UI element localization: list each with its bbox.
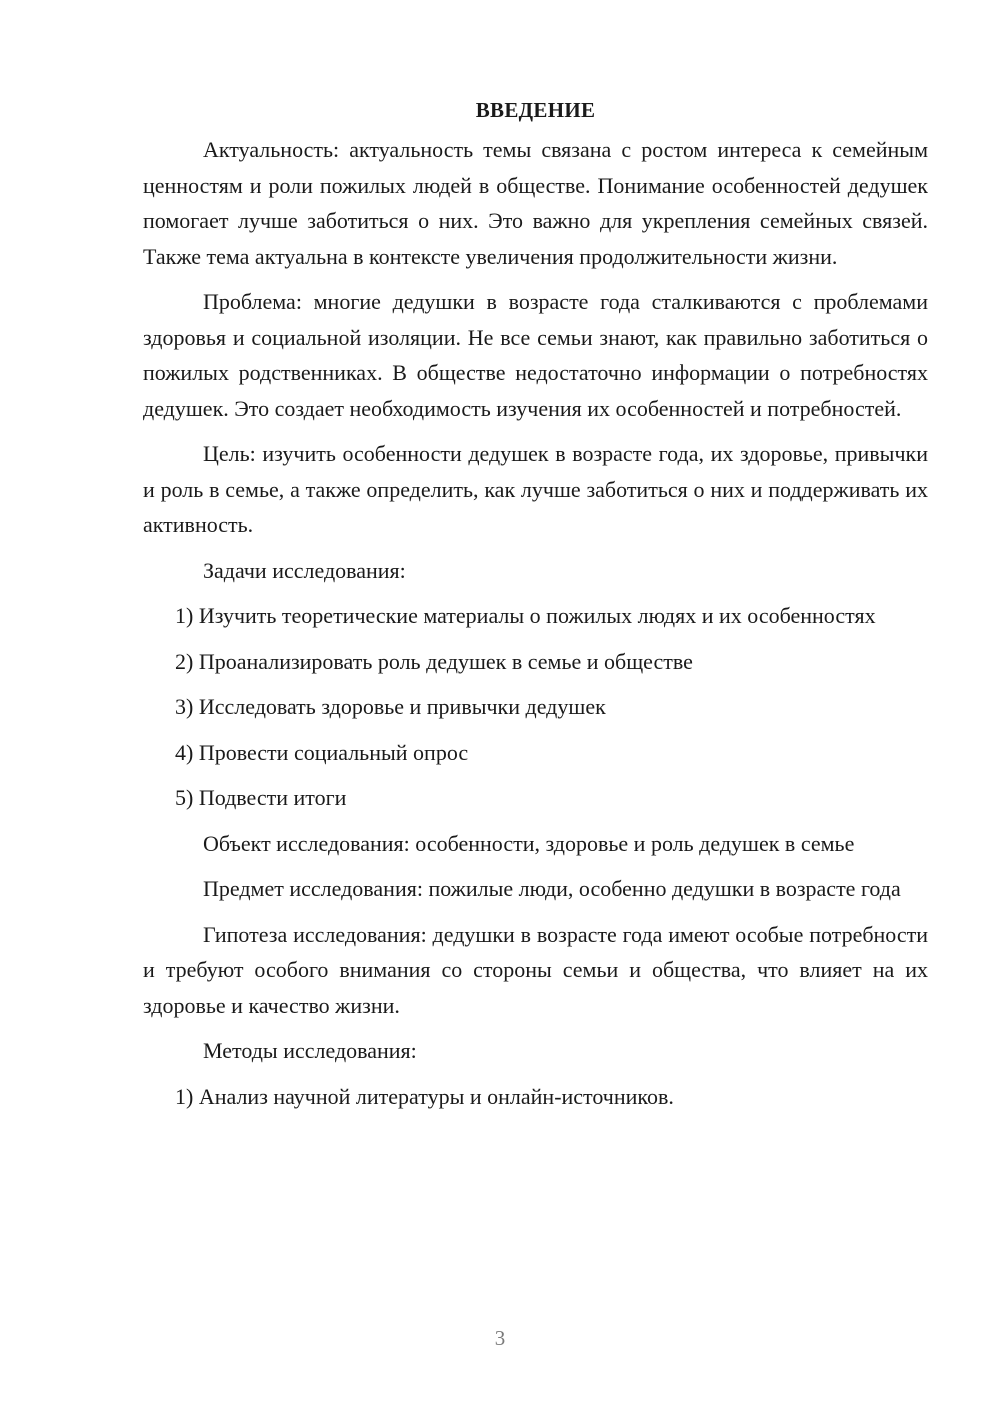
- object-paragraph: Объект исследования: особенности, здоровье и роль дедушек в семье: [203, 830, 855, 856]
- method-item-1: 1) Анализ научной литературы и онлайн-источников.: [175, 1083, 674, 1109]
- page-number: 3: [494, 1326, 506, 1350]
- hypothesis-paragraph: Гипотеза исследования: дедушки в возрасте года имеют особые потребности и требуют особого внимания со стороны семьи и общества, что влияет на их здоровье и качество жизни.: [143, 921, 928, 1018]
- task-item-2: 2) Проанализировать роль дедушек в семье и обществе: [175, 648, 693, 674]
- relevance-paragraph: Актуальность: актуальность темы связана с ростом интереса к семейным ценностям и роли пожилых людей в обществе. Понимание особенностей дедушек помогает лучше заботиться о них. Это важно для укрепления семейных связей. Также тема актуальна в контексте увеличения продолжительности жизни.: [143, 137, 928, 269]
- document-page: [143, 92, 928, 1114]
- task-item-4: 4) Провести социальный опрос: [175, 739, 469, 765]
- goal-paragraph: Цель: изучить особенности дедушек в возрасте года, их здоровье, привычки и роль в семье, а также определить, как лучше заботиться о них и поддерживать их активность.: [143, 441, 928, 537]
- task-item-1: 1) Изучить теоретические материалы о пожилых людях и их особенностях: [175, 603, 876, 628]
- section-title: ВВЕДЕНИЕ: [475, 98, 596, 122]
- subject-paragraph: Предмет исследования: пожилые люди, особенно дедушки в возрасте года: [203, 876, 901, 901]
- methods-heading: Методы исследования:: [203, 1038, 417, 1063]
- problem-paragraph: Проблема: многие дедушки в возрасте года сталкиваются с проблемами здоровья и социальной изоляции. Не все семьи знают, как правильно заботиться о пожилых родственниках. В обществе недостаточно информации о потребностях дедушек. Это создает необходимость изучения их особенностей и потребностей.: [143, 289, 928, 421]
- tasks-heading: Задачи исследования:: [203, 557, 406, 583]
- task-item-5: 5) Подвести итоги: [175, 785, 347, 810]
- task-item-3: 3) Исследовать здоровье и привычки дедушек: [175, 694, 606, 719]
